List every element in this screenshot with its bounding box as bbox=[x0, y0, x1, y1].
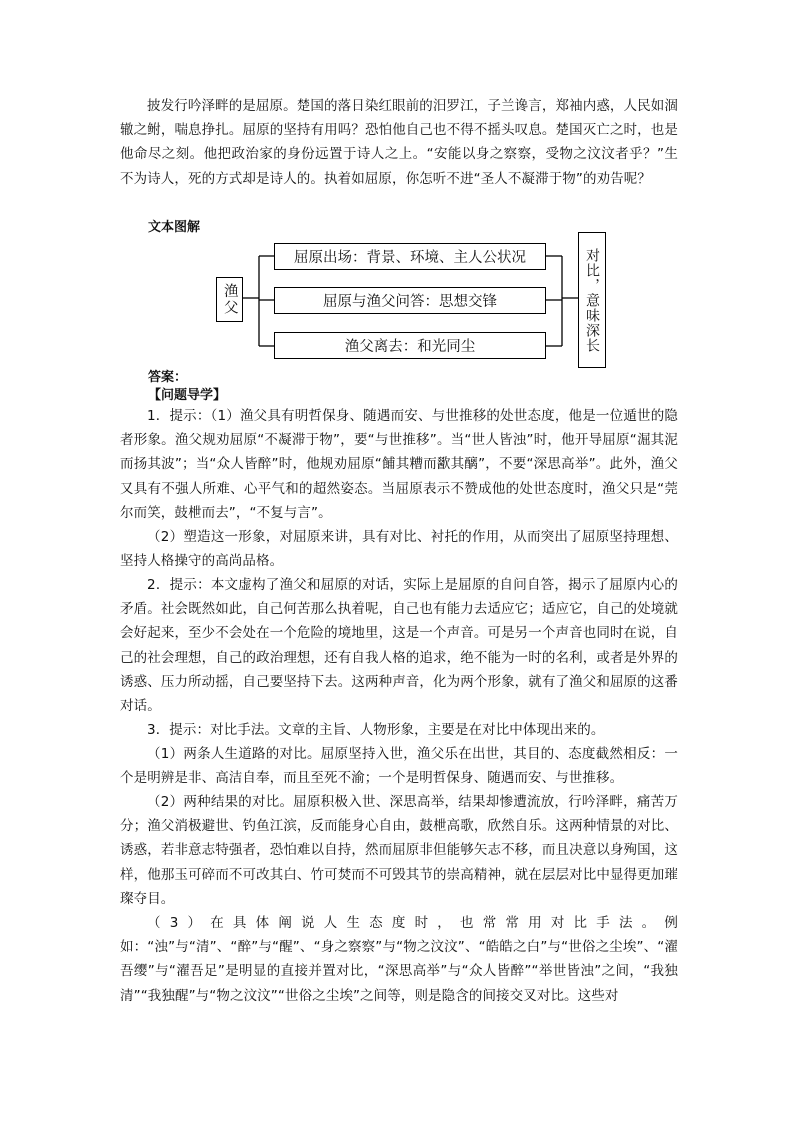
diagram-left-label: 渔父 bbox=[216, 277, 243, 322]
intro-paragraph: 披发行吟泽畔的是屈原。楚国的落日染红眼前的汨罗江，子兰谗言，郑袖内惑，人民如涸辙之鲋，喘息挣扎。屈原的坚持有用吗？恐怕他自己也不得不摇头叹息。楚国灭亡之时，也是他命尽之刻。他把政治家的身份远置于诗人之上。“安能以身之察察，受物之汶汶者乎？”生不为诗人，死的方式却是诗人的。执着如屈原，你怎听不进“圣人不凝滞于物”的劝告呢？ bbox=[120, 98, 678, 187]
answer-paragraph-5: （1）两条人生道路的对比。屈原坚持入世，渔父乐在出世，其目的、态度截然相反：一个是明辨是非、高洁自奉，而且至死不渝；一个是明哲保身、随遇而安、与世推移。 bbox=[120, 746, 678, 787]
answer-paragraph-4: 3．提示：对比手法。文章的主旨、人物形象，主要是在对比中体现出来的。 bbox=[147, 722, 605, 738]
diagram-heading: 文本图解 bbox=[148, 220, 201, 235]
diagram-branch-3: 渔父离去：和光同尘 bbox=[274, 332, 546, 359]
answer-paragraph-3: 2．提示：本文虚构了渔父和屈原的对话，实际上是屈原的自问自答，揭示了屈原内心的矛盾。社会既然如此，自己何苦那么执着呢，自己也有能力去适应它；适应它，自己的处境就会好起来，至少不会处在一个危险的境地里，这是一个声音。可是另一个声音也同时在说，自己的社会理想，自己的政治理想，还有自我人格的追求，绝不能为一时的名利，或者是外界的诱惑、压力所动摇，自己要坚持下去。这两种声音，化为两个形象，就有了渔父和屈原的这番对话。 bbox=[120, 577, 678, 715]
diagram-branch-2: 屈原与渔父问答：思想交锋 bbox=[274, 287, 546, 314]
section-heading: 【问题导学】 bbox=[148, 388, 227, 403]
diagram-branch-1: 屈原出场：背景、环境、主人公状况 bbox=[274, 243, 546, 270]
diagram-right-label: 对比，意味深长 bbox=[578, 232, 606, 368]
answer-paragraph-1: 1．提示：（1）渔父具有明哲保身、随遇而安、与世推移的处世态度，他是一位遁世的隐者形象。渔父规劝屈原“不凝滞于物”，要“与世推移”。当“世人皆浊”时，他开导屈原“淈其泥而扬其波”；当“众人皆醉”时，他规劝屈原“餔其糟而歠其醨”，不要“深思高举”。此外，渔父又具有不强人所难、心平气和的超然姿态。当屈原表示不赞成他的处世态度时，渔父只是“莞尔而笑，鼓枻而去”，“不复与言”。 bbox=[120, 408, 678, 521]
answers-heading: 答案： bbox=[148, 370, 188, 385]
answer-paragraph-6: （2）两种结果的对比。屈原积极入世、深思高举，结果却惨遭流放，行吟泽畔，痛苦万分；渔父消极避世、钓鱼江滨，反而能身心自由，鼓枻高歌，欣然自乐。这两种情景的对比、诱惑，若非意志特强者，恐怕难以自持，然而屈原非但能够矢志不移，而且决意以身殉国，这样，他那玉可碎而不可改其白、竹可焚而不可毁其节的崇高精神，就在层层对比中显得更加璀璨夺目。 bbox=[120, 794, 678, 907]
answer-paragraph-7: （3）在具体阐说人生态度时，也常常用对比手法。例如：“浊”与“清”、“醉”与“醒”、“身之察察”与“物之汶汶”、“皓皓之白”与“世俗之尘埃”、“濯吾缨”与“濯吾足”是明显的直接并置对比，“深思高举”与“众人皆醉”“举世皆浊”之间，“我独清”“我独醒”与“物之汶汶”“世俗之尘埃”之间等，则是隐含的间接交叉对比。这些对 bbox=[120, 915, 678, 1004]
answer-paragraph-2: （2）塑造这一形象，对屈原来讲，具有对比、衬托的作用，从而突出了屈原坚持理想、坚持人格操守的高尚品格。 bbox=[120, 529, 678, 570]
